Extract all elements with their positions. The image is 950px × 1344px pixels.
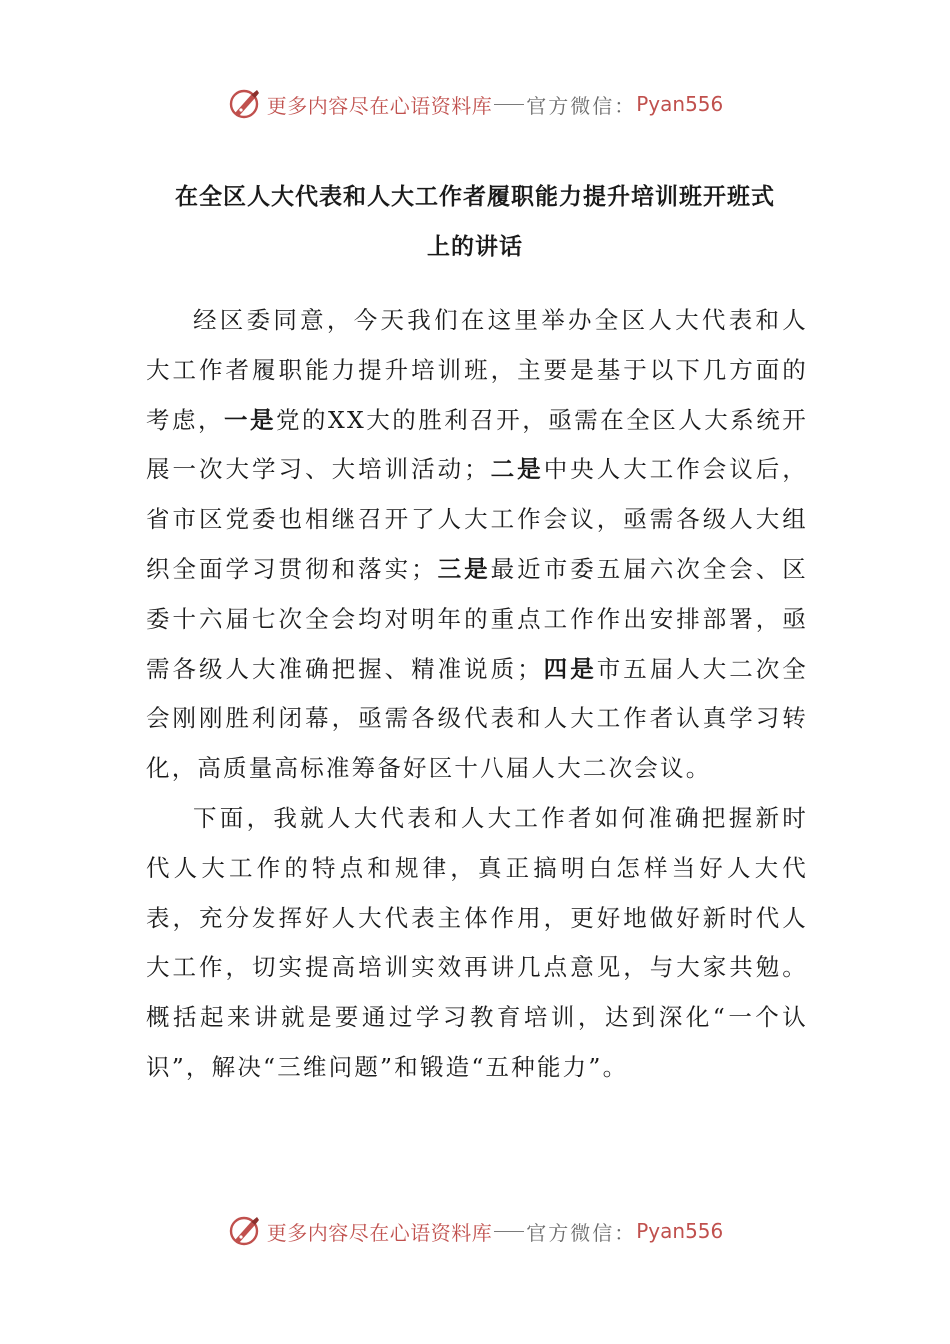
- document-body: [146, 296, 808, 1093]
- paragraph-1: [146, 296, 808, 794]
- title-line-1: 在全区人大代表和人大工作者履职能力提升培训班开班式: [175, 184, 775, 210]
- p1-keyword-1: 一是: [224, 405, 277, 434]
- banner-dash: [494, 104, 524, 105]
- paragraph-2: 下面，我就人大代表和人大工作者如何准确把握新时代人大工作的特点和规律，真正搞明白怎样当好人大代表，充分发挥好人大代表主体作用，更好地做好新时代人大工作，切实提高培训实效再讲几点意见，与大家共勉。概括起来讲就是要通过学习教育培训，达到深化“一个认识”，解决“三维问题”和锻造“五种能力”。: [146, 803, 808, 1081]
- banner-wechat-code: Pyan556: [636, 92, 724, 116]
- pen-nib-logo-icon: [227, 86, 263, 122]
- header-banner: [0, 84, 950, 124]
- pen-nib-logo-icon: [227, 1213, 263, 1249]
- banner-text-red: 更多内容尽在心语资料库: [266, 93, 493, 118]
- p1-text-1: 经区委同意，今天我们在这里举办全区人大代表和人大工作者履职能力提升培训班，主要是基于以下几方面的考虑，: [146, 306, 808, 434]
- banner-text-gray: 官方微信：: [526, 1220, 637, 1245]
- banner-text-gray: 官方微信：: [526, 93, 637, 118]
- p1-keyword-2: 二是: [489, 455, 544, 484]
- document-title: [140, 172, 810, 272]
- title-line-2: 上的讲话: [427, 234, 523, 260]
- banner-dash: [494, 1231, 524, 1232]
- banner-text-red: 更多内容尽在心语资料库: [266, 1220, 493, 1245]
- footer-banner: [0, 1211, 950, 1251]
- banner-wechat-code: Pyan556: [636, 1219, 724, 1243]
- p1-text-3: 中央人大工作会议后，省市区党委也相继召开了人大工作会议，亟需各级人大组织全面学习贯彻和落实；: [146, 455, 808, 583]
- p1-keyword-4: 四是: [542, 654, 597, 683]
- p1-text-2: 党的XX大的胜利召开，亟需在全区人大系统开展一次大学习、大培训活动；: [146, 405, 808, 484]
- p1-text-5: 市五届人大二次全会刚刚胜利闭幕，亟需各级代表和人大工作者认真学习转化，高质量高标准筹备好区十八届人大二次会议。: [146, 654, 809, 783]
- p1-text-4: 最近市委五届六次全会、区委十六届七次全会均对明年的重点工作作出安排部署，亟需各级人大准确把握、精准说质；: [146, 554, 809, 683]
- p1-keyword-3: 三是: [436, 554, 491, 583]
